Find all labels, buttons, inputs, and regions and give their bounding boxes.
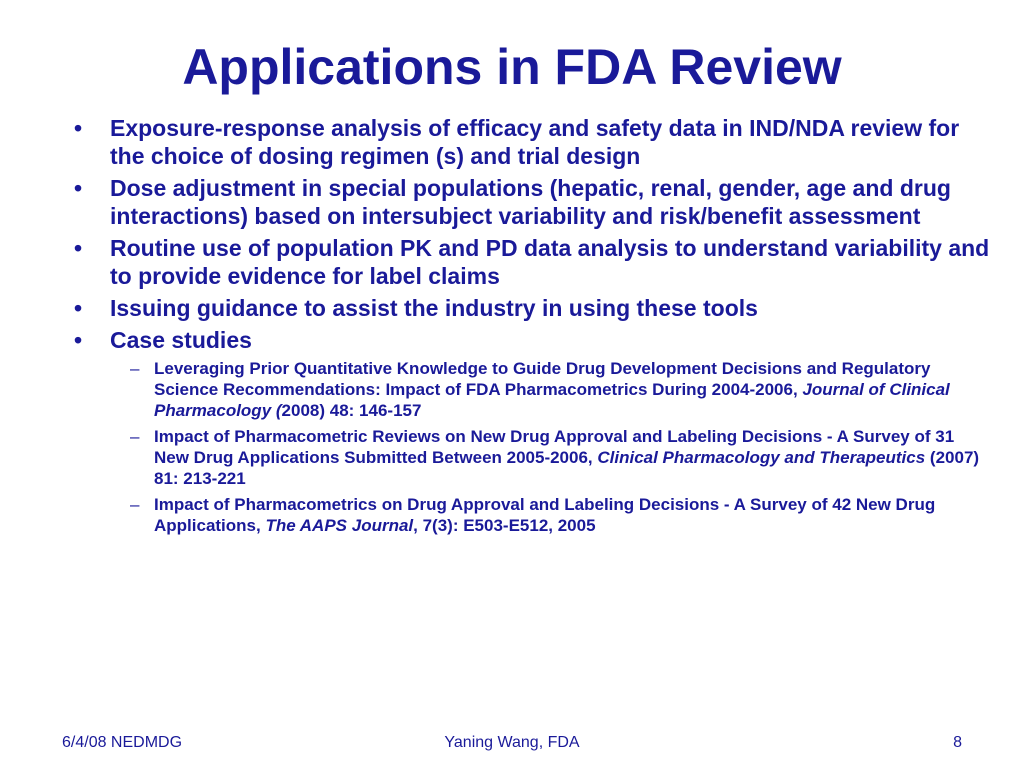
bullet-item	[70, 114, 990, 170]
bullet-mark: •	[74, 115, 83, 141]
citation-details: , 7(3): E503-E512, 2005	[413, 516, 596, 535]
bullet-text: Case studies	[110, 327, 252, 353]
bullet-item	[70, 294, 990, 322]
bullet-text: Issuing guidance to assist the industry in using these tools	[110, 295, 758, 321]
case-study-item	[70, 494, 990, 536]
journal-name: Journal of Clinical Pharmacology (	[154, 380, 950, 420]
bullet-text: Dose adjustment in special populations (hepatic, renal, gender, age and drug interactions) based on intersubject variability and risk/benefit assessment	[110, 175, 951, 229]
bullet-mark: •	[74, 327, 83, 353]
bullet-text: Routine use of population PK and PD data analysis to understand variability and to provide evidence for label claims	[110, 235, 990, 289]
bullet-text: Exposure-response analysis of efficacy and safety data in IND/NDA review for the choice of dosing regimen (s) and trial design	[110, 115, 960, 169]
footer-author: Yaning Wang, FDA	[444, 734, 580, 751]
case-study-text: Leveraging Prior Quantitative Knowledge to Guide Drug Development Decisions and Regulatory Science Recommendations: Impact of FDA Pharmacometrics During 2004-2006,	[154, 359, 931, 399]
sub-bullet-mark: –	[130, 427, 140, 446]
case-studies-list	[70, 358, 990, 536]
slide-content	[70, 114, 990, 541]
journal-name: Clinical Pharmacology and Therapeutics	[597, 448, 926, 467]
bullet-item	[70, 234, 990, 290]
sub-bullet-mark: –	[130, 359, 140, 378]
case-study-text: Impact of Pharmacometric Reviews on New Drug Approval and Labeling Decisions - A Survey of 31 New Drug Applications Submitted Between 2005-2006,	[154, 427, 955, 467]
footer-page-number: 8	[953, 734, 962, 751]
bullet-item-case-studies	[70, 326, 990, 354]
case-study-item	[70, 358, 990, 421]
slide-title: Applications in FDA Review	[182, 39, 842, 95]
footer-date: 6/4/08 NEDMDG	[62, 734, 183, 751]
bullet-mark: •	[74, 295, 83, 321]
case-study-item	[70, 426, 990, 489]
bullet-mark: •	[74, 235, 83, 261]
bullet-item	[70, 174, 990, 230]
bullet-mark: •	[74, 175, 83, 201]
case-study-text: Impact of Pharmacometrics on Drug Approval and Labeling Decisions - A Survey of 42 New Drug Applications,	[154, 495, 936, 535]
citation-details: 2008) 48: 146-157	[281, 401, 422, 420]
journal-name: The AAPS Journal	[265, 516, 414, 535]
citation-details: (2007) 81: 213-221	[154, 448, 980, 488]
sub-bullet-mark: –	[130, 495, 140, 514]
